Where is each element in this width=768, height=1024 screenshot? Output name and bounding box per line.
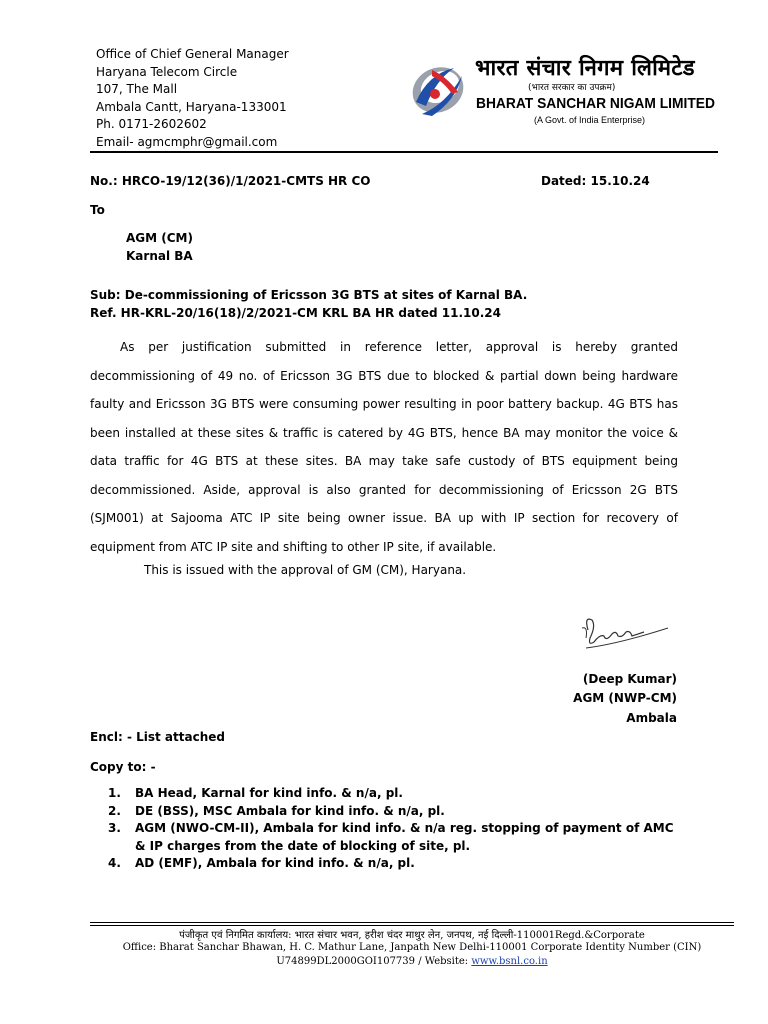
footer-line [90, 956, 734, 967]
to-label: To [90, 203, 105, 217]
company-name-english: BHARAT SANCHAR NIGAM LIMITED [476, 95, 715, 112]
footer-cin: U74899DL2000GOI107739 / Website: [276, 956, 472, 967]
footer-divider [90, 922, 734, 923]
signatory-designation: AGM (NWP-CM) [573, 691, 677, 705]
address-line: Office of Chief General Manager [96, 47, 289, 61]
address-line: Haryana Telecom Circle [96, 64, 238, 79]
footer-line: Office: Bharat Sanchar Bhawan, H. C. Mathur Lane, Janpath New Delhi-110001 Corporate Identity Number (CIN) [122, 942, 702, 953]
copy-to-label: Copy to: - [90, 760, 156, 774]
letter-date: Dated: 15.10.24 [541, 174, 650, 188]
signatory-name: (Deep Kumar) [582, 672, 677, 686]
recipient-line: Karnal BA [126, 249, 193, 263]
list-number: 3. [108, 821, 121, 835]
signature-icon [578, 608, 674, 658]
list-text: BA Head, Karnal for kind info. & n/a, pl. [135, 786, 403, 800]
list-item [108, 855, 688, 873]
company-tagline-english: (A Govt. of India Enterprise) [534, 115, 646, 125]
list-item [108, 785, 688, 803]
list-number: 2. [108, 803, 121, 818]
subject-line: Sub: De-commissioning of Ericsson 3G BTS at sites of Karnal BA. [90, 288, 528, 302]
company-name-hindi: भारत संचार निगम लिमिटेड [475, 56, 695, 81]
copy-to-list [108, 785, 688, 873]
body-paragraph: As per justification submitted in reference letter, approval is hereby granted decommissioning of 49 no. of Ericsson 3G BTS due to blocked & partial down being hardware faulty and Ericsson 3G BTS were consuming power resulting in poor battery backup. 4G BTS has been installed at these sites & traffic is catered by 4G BTS, hence BA may monitor the voice & data traffic for 4G BTS at these sites. BA may take safe custody of BTS equipment being decommissioned. Aside, approval is also granted for decommissioning of Ericsson 2G BTS (SJM001) at Sajooma ATC IP site being owner issue. BA up with IP section for recovery of equipment from ATC IP site and shifting to other IP site, if available. [90, 340, 678, 554]
signatory-location: Ambala [626, 711, 677, 725]
website-link[interactable]: www.bsnl.co.in [471, 956, 548, 967]
bsnl-logo-icon [402, 54, 472, 124]
sender-address [96, 46, 289, 152]
header-divider [90, 151, 718, 153]
address-line: Ambala Cantt, Haryana-133001 [96, 99, 287, 114]
company-tagline-hindi: (भारत सरकार का उपक्रम) [528, 83, 616, 93]
address-email: Email- agmcmphr@gmail.com [96, 134, 278, 149]
list-item [108, 820, 688, 855]
footer-divider [90, 925, 734, 926]
address-line: 107, The Mall [96, 82, 178, 97]
approval-line: This is issued with the approval of GM (CM), Haryana. [144, 563, 467, 577]
reference-line: Ref. HR-KRL-20/16(18)/2/2021-CM KRL BA HR dated 11.10.24 [90, 306, 501, 320]
letter-number: No.: HRCO-19/12(36)/1/2021-CMTS HR CO [90, 174, 371, 188]
list-text: AGM (NWO-CM-II), Ambala for kind info. & n/a reg. stopping of payment of AMC & IP charges from the date of blocking of site, pl. [135, 821, 674, 853]
enclosure-line: Encl: - List attached [90, 730, 225, 744]
list-text: DE (BSS), MSC Ambala for kind info. & n/a, pl. [135, 803, 445, 818]
footer-line: पंजीकृत एवं निगमित कार्यालय: भारत संचार भवन, हरीश चंदर माथुर लेन, जनपथ, नई दिल्ली-110001Regd.&Corporate [179, 930, 645, 941]
address-line: Ph. 0171-2602602 [96, 117, 207, 132]
list-item [108, 803, 688, 821]
recipient-line: AGM (CM) [126, 231, 193, 245]
list-number: 4. [108, 856, 121, 870]
list-text: AD (EMF), Ambala for kind info. & n/a, pl. [135, 856, 415, 870]
list-number: 1. [108, 786, 121, 800]
